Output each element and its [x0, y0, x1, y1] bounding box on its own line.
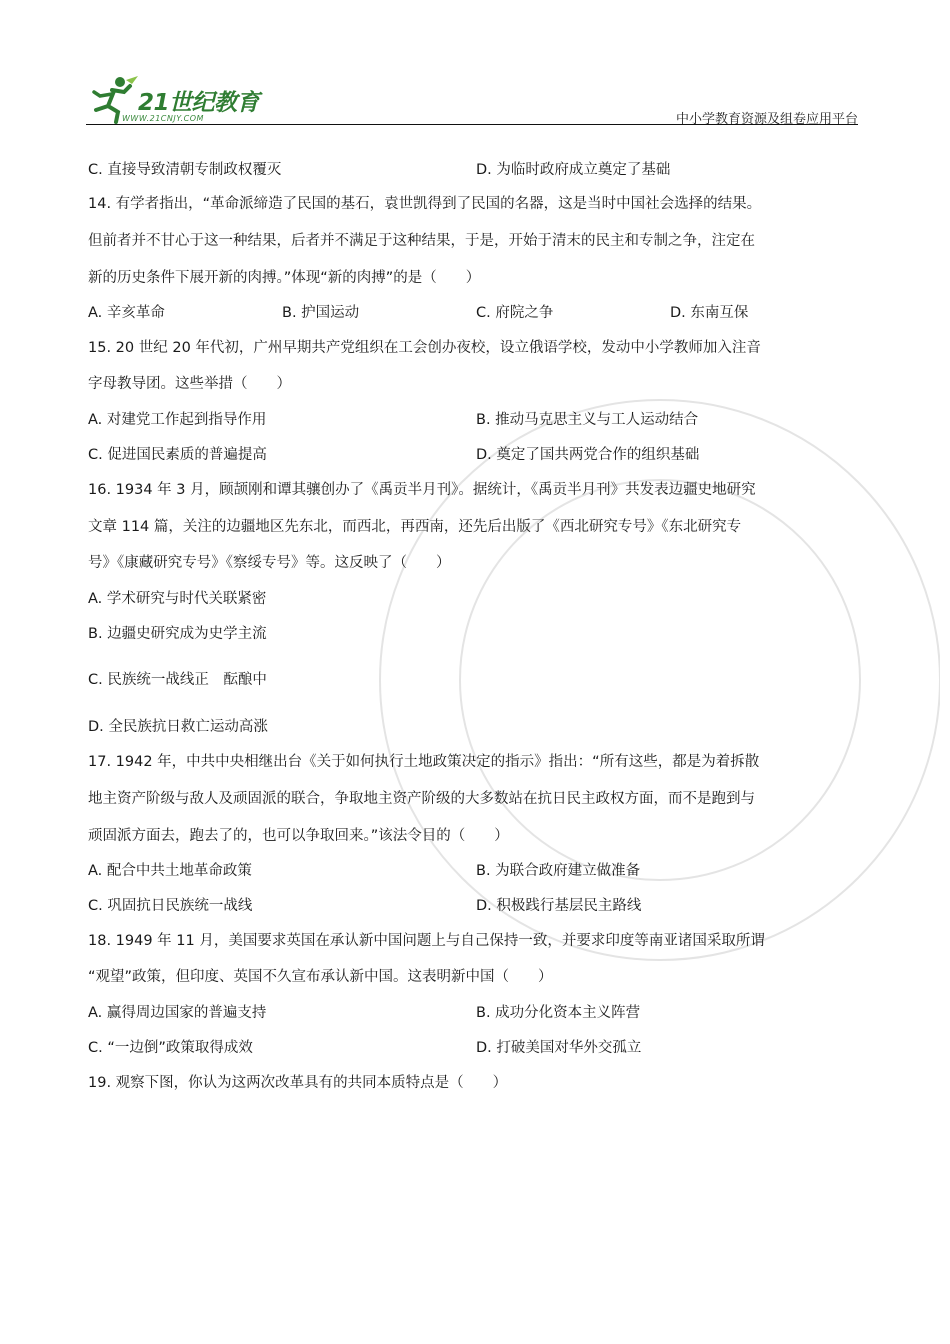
q14-stem-line-1: 14. 有学者指出，“革命派缔造了民国的基石，袁世凯得到了民国的名器，这是当时中国社会选择的结果。	[88, 196, 762, 212]
q17-stem-line-2: 地主资产阶级与敌人及顽固派的联合，争取地主资产阶级的大多数站在抗日民主政权方面，而不是跑到与	[88, 791, 755, 807]
q16-option-b[interactable]: B. 边疆史研究成为史学主流	[88, 626, 267, 642]
page-header	[86, 74, 858, 126]
q15-stem-line-2: 字母教导团。这些举措（ ）	[88, 376, 291, 392]
q16-stem-line-1: 16. 1934 年 3 月，顾颉刚和谭其骧创办了《禹贡半月刊》。据统计，《禹贡半月刊》共发表边疆史地研究	[88, 482, 756, 498]
logo-url: WWW.21CNJY.COM	[122, 114, 204, 123]
q18-option-d[interactable]: D. 打破美国对华外交孤立	[476, 1040, 642, 1056]
q16-stem-line-3: 号》《康藏研究专号》《察绥专号》等。这反映了（ ）	[88, 555, 451, 571]
q13-option-c[interactable]: C. 直接导致清朝专制政权覆灭	[88, 162, 282, 178]
q17-stem-line-3: 顽固派方面去，跑去了的，也可以争取回来。”该法令目的（ ）	[88, 828, 509, 844]
watermark	[300, 380, 940, 1020]
q15-option-b[interactable]: B. 推动马克思主义与工人运动结合	[476, 412, 699, 428]
header-divider	[86, 124, 858, 125]
q14-option-a[interactable]: A. 辛亥革命	[88, 305, 165, 321]
q18-stem-line-2: “观望”政策，但印度、英国不久宣布承认新中国。这表明新中国（ ）	[88, 969, 553, 985]
platform-name: 中小学教育资源及组卷应用平台	[675, 112, 858, 127]
q17-option-d[interactable]: D. 积极践行基层民主路线	[476, 898, 642, 914]
q15-option-a[interactable]: A. 对建党工作起到指导作用	[88, 412, 267, 428]
q18-option-a[interactable]: A. 赢得周边国家的普遍支持	[88, 1005, 267, 1021]
q15-option-c[interactable]: C. 促进国民素质的普遍提高	[88, 447, 267, 463]
q17-option-a[interactable]: A. 配合中共土地革命政策	[88, 863, 252, 879]
logo	[86, 74, 286, 124]
q14-option-d[interactable]: D. 东南互保	[670, 305, 749, 321]
q16-stem-line-2: 文章 114 篇，关注的边疆地区先东北，而西北，再西南，还先后出版了《西北研究专号》《东北研究专	[88, 519, 742, 535]
logo-title: 21世纪教育	[138, 90, 260, 116]
q15-stem-line-1: 15. 20 世纪 20 年代初，广州早期共产党组织在工会创办夜校，设立俄语学校，发动中小学教师加入注音	[88, 340, 761, 356]
q17-option-c[interactable]: C. 巩固抗日民族统一战线	[88, 898, 253, 914]
q18-option-c[interactable]: C. “一边倒”政策取得成效	[88, 1040, 253, 1056]
q14-option-c[interactable]: C. 府院之争	[476, 305, 554, 321]
q17-option-b[interactable]: B. 为联合政府建立做准备	[476, 863, 641, 879]
q19-stem-line-1: 19. 观察下图，你认为这两次改革具有的共同本质特点是（ ）	[88, 1075, 508, 1091]
q14-stem-line-3: 新的历史条件下展开新的肉搏。”体现“新的肉搏”的是（ ）	[88, 270, 481, 286]
q16-option-c[interactable]: C. 民族统一战线正 酝酿中	[88, 672, 267, 688]
q16-option-d[interactable]: D. 全民族抗日救亡运动高涨	[88, 719, 268, 735]
q14-stem-line-2: 但前者并不甘心于这一种结果，后者并不满足于这种结果，于是，开始于清末的民主和专制之争，注定在	[88, 233, 755, 249]
q18-stem-line-1: 18. 1949 年 11 月，美国要求英国在承认新中国问题上与自己保持一致，并要求印度等南亚诸国采取所谓	[88, 933, 765, 949]
q16-option-a[interactable]: A. 学术研究与时代关联紧密	[88, 591, 267, 607]
q18-option-b[interactable]: B. 成功分化资本主义阵营	[476, 1005, 641, 1021]
q14-option-b[interactable]: B. 护国运动	[282, 305, 360, 321]
q13-option-d[interactable]: D. 为临时政府成立奠定了基础	[476, 162, 671, 178]
q15-option-d[interactable]: D. 奠定了国共两党合作的组织基础	[476, 447, 700, 463]
q17-stem-line-1: 17. 1942 年，中共中央相继出台《关于如何执行土地政策决定的指示》指出：“所有这些，都是为着拆散	[88, 754, 760, 770]
